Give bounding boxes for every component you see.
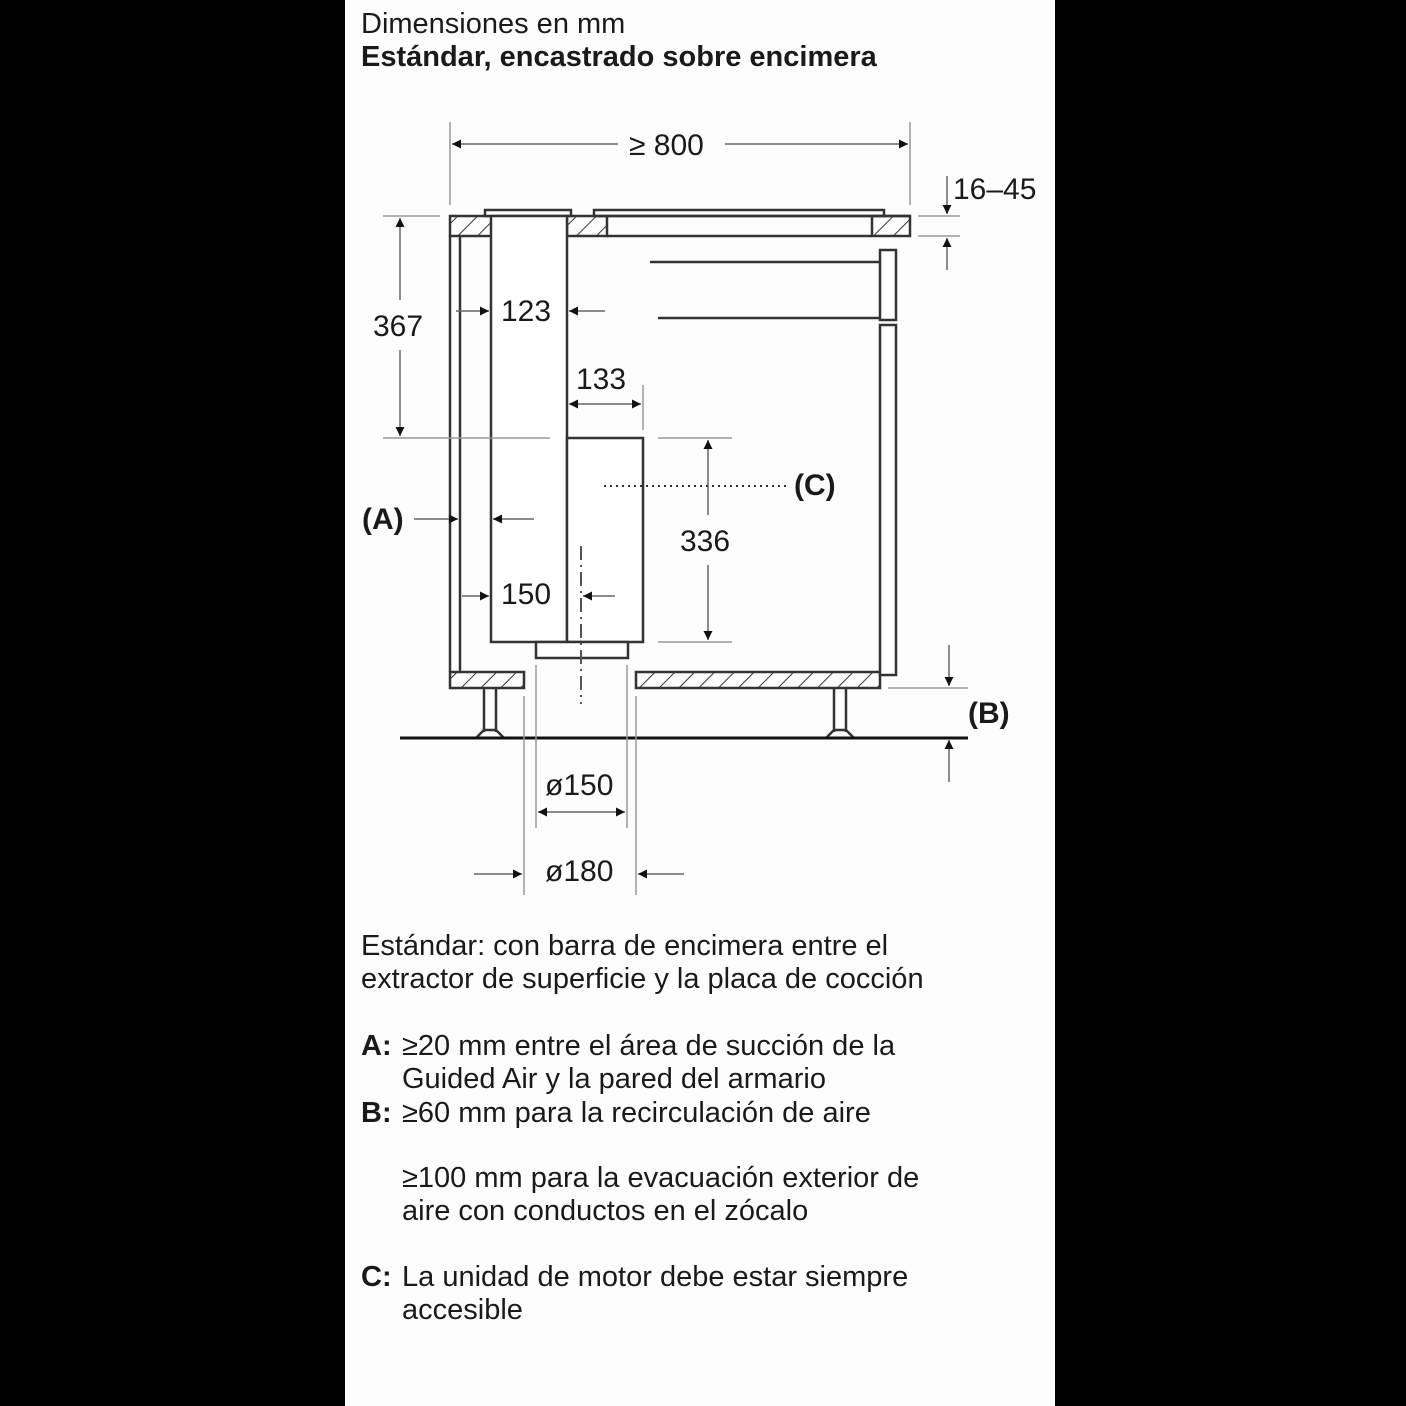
- dim-motor-offset: 133: [576, 363, 627, 396]
- dim-height-top: 367: [373, 310, 424, 343]
- note-text: ≥60 mm para la recirculación de aire: [402, 1097, 871, 1129]
- marker-a: (A): [362, 503, 404, 536]
- dim-outlet-inner: ø150: [545, 769, 614, 802]
- dim-duct-width: 123: [501, 295, 552, 328]
- dim-overall-width: ≥ 800: [629, 129, 704, 162]
- dim-motor-height: 336: [680, 525, 731, 558]
- note-text: aire con conductos en el zócalo: [402, 1195, 809, 1227]
- note-text: ≥100 mm para la evacuación exterior de: [402, 1162, 920, 1194]
- note-text: ≥20 mm entre el área de succión de la: [402, 1030, 896, 1062]
- spec-sheet-page: [345, 0, 1055, 1406]
- note-text: La unidad de motor debe estar siempre: [402, 1261, 909, 1293]
- note-key: A:: [361, 1030, 392, 1062]
- note-key: C:: [361, 1261, 392, 1293]
- marker-c: (C): [794, 469, 836, 502]
- note-text: Guided Air y la pared del armario: [402, 1063, 826, 1095]
- dim-worktop-thickness: 16–45: [953, 173, 1037, 206]
- marker-b: (B): [968, 697, 1010, 730]
- description-line-1: Estándar: con barra de encimera entre el: [361, 930, 889, 962]
- note-key: B:: [361, 1097, 392, 1129]
- dim-axis-offset: 150: [501, 578, 552, 611]
- note-text: accesible: [402, 1294, 523, 1326]
- page-title: Estándar, encastrado sobre encimera: [361, 41, 877, 73]
- installation-diagram: [345, 0, 1055, 920]
- dim-outlet-outer: ø180: [545, 855, 614, 888]
- subtitle: Dimensiones en mm: [361, 8, 626, 40]
- description-line-2: extractor de superficie y la placa de cocción: [361, 963, 924, 995]
